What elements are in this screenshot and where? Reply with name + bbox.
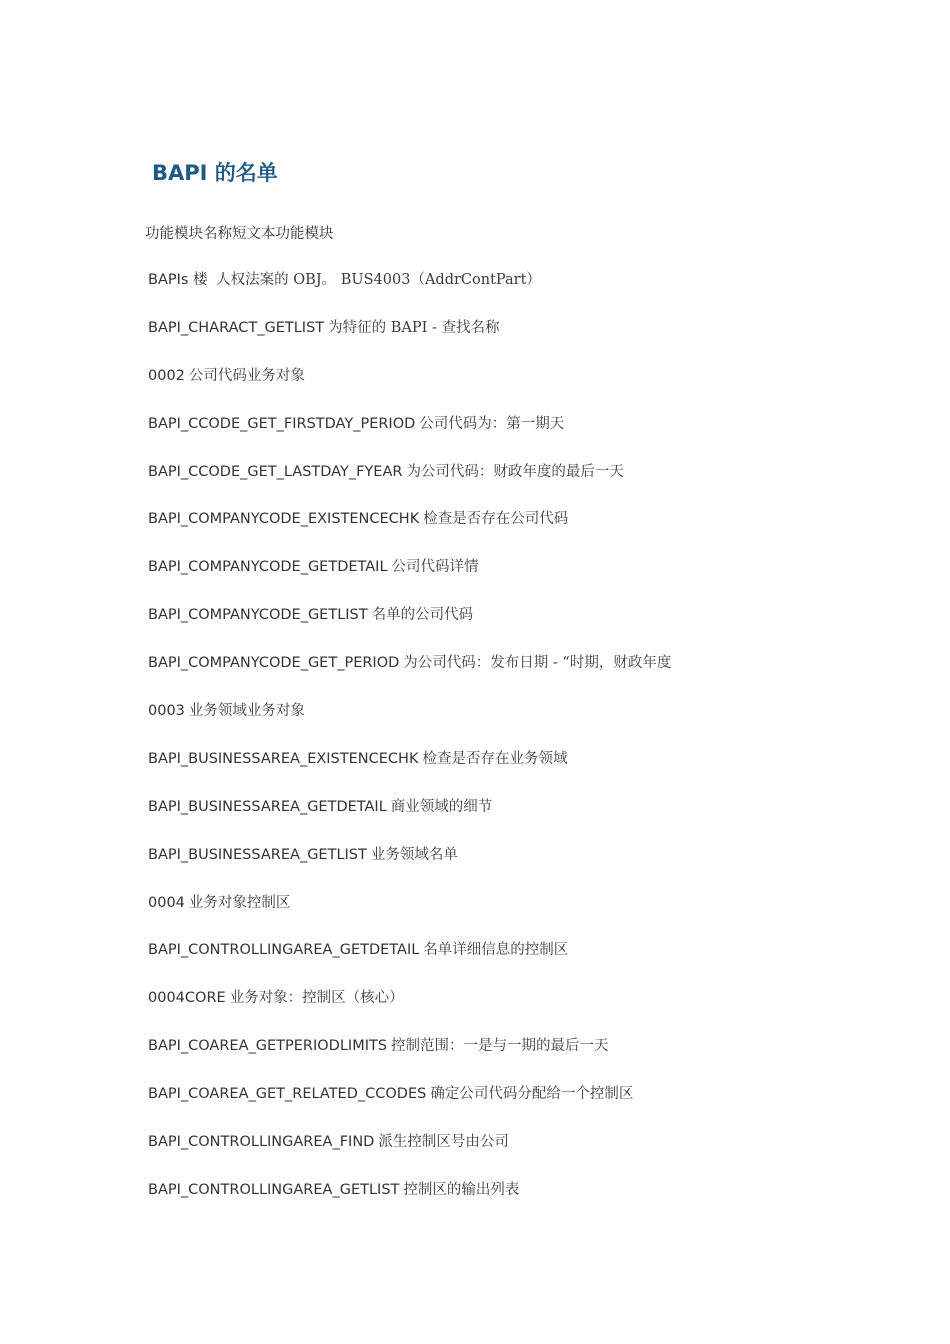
bapi-code: 0003 <box>148 703 185 720</box>
bapi-description: 业务对象控制区 <box>188 894 291 911</box>
bapi-description: 派生控制区号由公司 <box>378 1134 509 1151</box>
bapi-code: BAPI_CONTROLLINGAREA_GETLIST <box>148 1181 400 1198</box>
bapi-description: 为公司代码：财政年度的最后一天 <box>406 463 624 480</box>
bapi-description: 确定公司代码分配给一个控制区 <box>430 1086 634 1103</box>
list-item <box>148 701 671 749</box>
bapi-code: 0004CORE <box>148 990 226 1007</box>
list-item <box>148 988 671 1036</box>
list-item <box>148 653 671 701</box>
bapi-code: BAPI_BUSINESSAREA_GETDETAIL <box>148 798 387 815</box>
page-title: BAPI 的名单 <box>152 161 278 185</box>
bapi-code: BAPI_COMPANYCODE_GET_PERIOD <box>148 655 400 672</box>
bapi-list <box>148 270 671 1228</box>
list-item <box>148 1036 671 1084</box>
intro-text: 功能模块名称短文本功能模块 <box>145 226 334 242</box>
bapi-code: BAPI_CONTROLLINGAREA_FIND <box>148 1134 375 1151</box>
bapi-code: BAPI_BUSINESSAREA_GETLIST <box>148 846 367 863</box>
bapi-description: 名单的公司代码 <box>371 607 474 624</box>
bapi-code: BAPI_BUSINESSAREA_EXISTENCECHK <box>148 750 419 767</box>
list-item <box>148 845 671 893</box>
list-item <box>148 462 671 510</box>
list-item <box>148 605 671 653</box>
bapi-code: 0002 <box>148 367 185 384</box>
list-item <box>148 1180 671 1228</box>
list-item <box>148 797 671 845</box>
bapi-description: 业务领域业务对象 <box>188 703 305 720</box>
list-item <box>148 1132 671 1180</box>
bapi-code: BAPI_CHARACT_GETLIST <box>148 319 325 336</box>
bapi-code: 0004 <box>148 894 185 911</box>
list-item <box>148 270 671 318</box>
bapi-code: BAPI_CCODE_GET_FIRSTDAY_PERIOD <box>148 415 416 432</box>
list-item <box>148 509 671 557</box>
bapi-code: BAPI_CCODE_GET_LASTDAY_FYEAR <box>148 463 403 480</box>
bapi-description: 为特征的 BAPI - 查找名称 <box>328 319 500 336</box>
list-item <box>148 414 671 462</box>
list-item <box>148 940 671 988</box>
bapi-description: 商业领域的细节 <box>390 798 493 815</box>
bapi-description: 业务对象：控制区（核心） <box>229 990 404 1007</box>
list-item <box>148 893 671 941</box>
bapi-description: 公司代码业务对象 <box>188 367 305 384</box>
list-item <box>148 557 671 605</box>
list-item <box>148 318 671 366</box>
bapi-description: 公司代码详情 <box>391 559 479 576</box>
bapi-description: 控制区的输出列表 <box>403 1181 520 1198</box>
bapi-description: 控制范围：一是与一期的最后一天 <box>391 1038 609 1055</box>
bapi-code: BAPI_CONTROLLINGAREA_GETDETAIL <box>148 942 420 959</box>
bapi-code: BAPI_COAREA_GET_RELATED_CCODES <box>148 1086 427 1103</box>
list-item <box>148 366 671 414</box>
bapi-description: 业务领域名单 <box>370 846 458 863</box>
bapi-description: 公司代码为：第一期天 <box>419 415 565 432</box>
bapi-description: 人权法案的 OBJ。 BUS4003（AddrContPart） <box>211 272 541 288</box>
bapi-description: 名单详细信息的控制区 <box>423 942 569 959</box>
bapi-code: BAPI_COMPANYCODE_GETDETAIL <box>148 559 388 576</box>
list-item <box>148 1084 671 1132</box>
bapi-code: BAPI_COAREA_GETPERIODLIMITS <box>148 1038 388 1055</box>
bapi-code: BAPIs 楼 <box>148 272 208 288</box>
list-item <box>148 749 671 797</box>
bapi-description: 为公司代码：发布日期 - “时期，财政年度 <box>403 655 672 672</box>
bapi-code: BAPI_COMPANYCODE_GETLIST <box>148 607 368 624</box>
bapi-description: 检查是否存在业务领域 <box>422 750 568 767</box>
bapi-description: 检查是否存在公司代码 <box>423 511 569 528</box>
bapi-code: BAPI_COMPANYCODE_EXISTENCECHK <box>148 511 420 528</box>
